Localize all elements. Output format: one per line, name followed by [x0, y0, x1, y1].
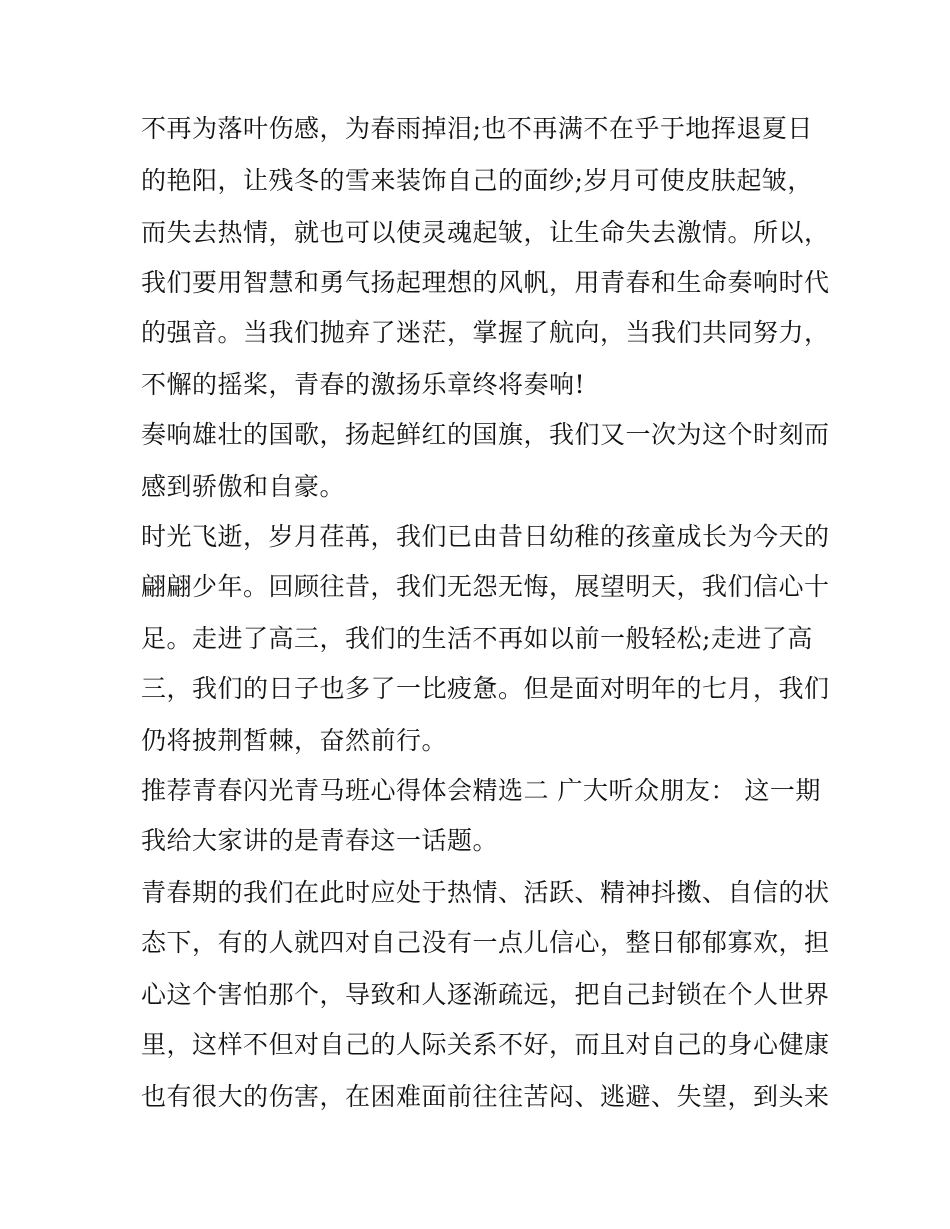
text-line: 不再为落叶伤感，为春雨掉泪;也不再满不在乎于地挥退夏日 — [141, 114, 813, 143]
text-line: 的强音。当我们抛弃了迷茫，掌握了航向，当我们共同努力， — [141, 318, 830, 347]
text-line: 感到骄傲和自豪。 — [141, 472, 346, 501]
text-line: 里，这样不但对自己的人际关系不好，而且对自己的身心健康 — [141, 1030, 830, 1059]
text-line: 不懈的摇桨，青春的激扬乐章终将奏响! — [141, 370, 586, 399]
text-line: 奏响雄壮的国歌，扬起鲜红的国旗，我们又一次为这个时刻而 — [141, 420, 830, 449]
text-line: 翩翩少年。回顾往昔，我们无怨无悔，展望明天，我们信心十 — [141, 572, 830, 601]
text-line: 心这个害怕那个，导致和人逐渐疏远，把自己封锁在个人世界 — [141, 980, 830, 1009]
text-line: 我们要用智慧和勇气扬起理想的风帆，用青春和生命奏响时代 — [141, 268, 830, 297]
text-line: 足。走进了高三，我们的生活不再如以前一般轻松;走进了高 — [141, 624, 813, 653]
text-line: 我给大家讲的是青春这一话题。 — [141, 826, 499, 855]
text-line: 态下，有的人就四对自己没有一点儿信心，整日郁郁寡欢，担 — [141, 928, 830, 957]
text-line: 时光飞逝，岁月荏苒，我们已由昔日幼稚的孩童成长为今天的 — [141, 522, 830, 551]
text-line: 的艳阳，让残冬的雪来装饰自己的面纱;岁月可使皮肤起皱， — [141, 166, 813, 195]
text-line: 三，我们的日子也多了一比疲惫。但是面对明年的七月，我们 — [141, 674, 830, 703]
text-line: 而失去热情，就也可以使灵魂起皱，让生命失去激情。所以， — [141, 218, 830, 247]
text-line: 推荐青春闪光青马班心得体会精选二 广大听众朋友： 这一期 — [141, 776, 821, 805]
text-line: 青春期的我们在此时应处于热情、活跃、精神抖擞、自信的状 — [141, 878, 830, 907]
text-line: 也有很大的伤害，在困难面前往往苦闷、逃避、失望，到头来 — [141, 1082, 830, 1111]
text-line: 仍将披荆皙棘，奋然前行。 — [141, 726, 448, 755]
